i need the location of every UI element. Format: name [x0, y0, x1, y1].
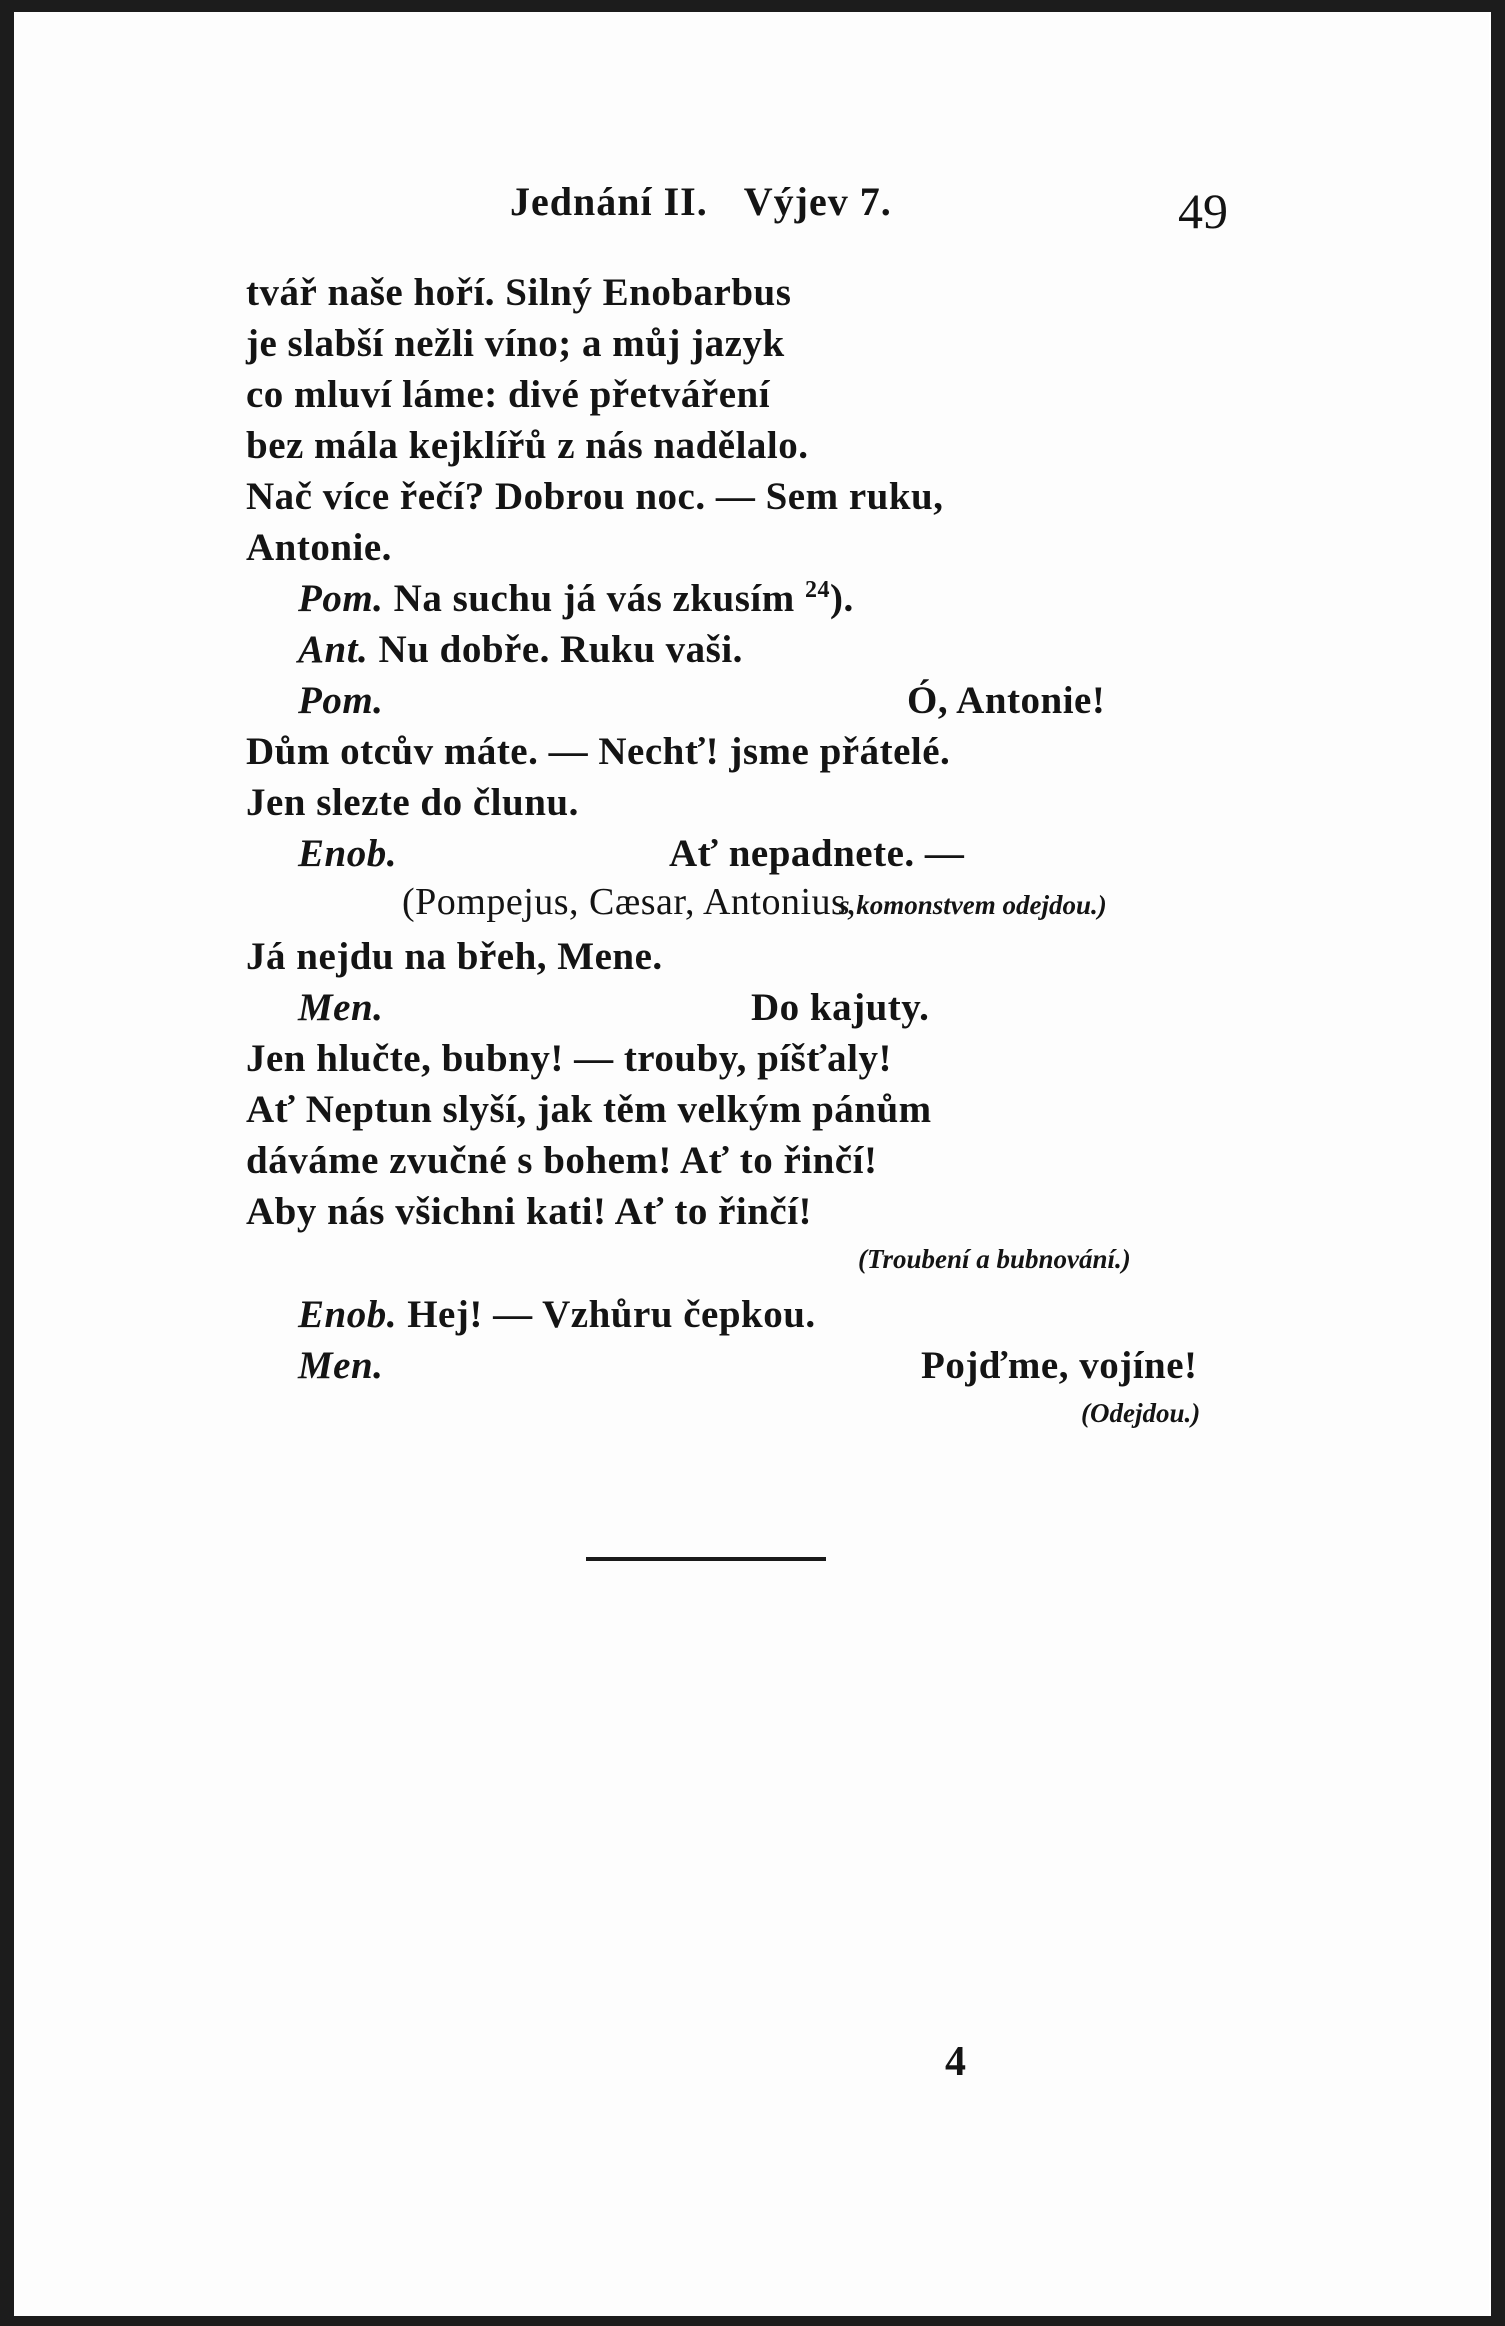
speaker-name: Enob.: [298, 1293, 397, 1336]
page-number: 49: [1178, 183, 1228, 239]
speaker-line: [298, 1343, 383, 1388]
stage-direction-names: (Pompejus, Cæsar, Antonius,: [402, 881, 857, 923]
verse-line: je slabší nežli víno; a můj jazyk: [246, 322, 785, 365]
speaker-name: Enob.: [298, 832, 397, 875]
verse-line: Nač více řečí? Dobrou noc. — Sem ruku,: [246, 475, 944, 518]
verse-line: tvář naše hoří. Silný Enobarbus: [246, 271, 792, 314]
verse-line: Jen slezte do člunu.: [246, 781, 579, 824]
speaker-name: Pom.: [298, 577, 384, 620]
verse-line: Dům otcův máte. — Nechť! jsme přátelé.: [246, 730, 951, 773]
line-text: Pojďme, vojíne!: [921, 1344, 1198, 1387]
scan-border-left: [0, 0, 14, 2326]
line-text: Nu dobře. Ruku vaši.: [378, 628, 743, 671]
line-text: Ó, Antonie!: [907, 679, 1106, 722]
speaker-line: [298, 985, 383, 1030]
header-act: Jednání II.: [510, 179, 708, 224]
verse-line: Antonie.: [246, 526, 392, 569]
verse-line: Já nejdu na břeh, Mene.: [246, 935, 663, 978]
verse-line: bez mála kejklířů z nás nadělalo.: [246, 424, 809, 467]
line-text: Ať nepadnete. —: [669, 832, 965, 875]
verse-line: Ať Neptun slyší, jak těm velkým pánům: [246, 1088, 932, 1131]
speaker-name: Ant.: [298, 628, 369, 671]
speaker-line: [298, 831, 397, 876]
scan-border-bottom: [0, 2316, 1505, 2326]
verse-line: Aby nás všichni kati! Ať to řinčí!: [246, 1190, 813, 1233]
speaker-name: Men.: [298, 986, 384, 1029]
scan-border-top: [0, 0, 1505, 12]
stage-direction: s komonstvem odejdou.): [839, 890, 1107, 920]
verse-line: Jen hlučte, bubny! — trouby, píšťaly!: [246, 1037, 892, 1080]
speaker-line: [298, 678, 383, 723]
dialogue-line: [298, 627, 743, 672]
stage-direction: (Odejdou.): [1081, 1398, 1201, 1428]
signature-mark: 4: [945, 2039, 966, 2085]
line-text: Hej! — Vzhůru čepkou.: [407, 1293, 816, 1336]
line-text: Na suchu já vás zkusím: [393, 577, 795, 620]
running-header: [510, 178, 892, 225]
line-text-end: ).: [830, 577, 854, 620]
footnote-ref: 24: [805, 577, 830, 603]
verse-line: dáváme zvučné s bohem! Ať to řinčí!: [246, 1139, 878, 1182]
line-text: Do kajuty.: [751, 986, 930, 1029]
speaker-name: Pom.: [298, 679, 384, 722]
dialogue-line: [298, 1292, 816, 1337]
scan-border-right: [1491, 0, 1505, 2326]
verse-line: co mluví láme: divé přetváření: [246, 373, 771, 416]
dialogue-line: [298, 576, 854, 621]
end-rule: [586, 1557, 826, 1561]
speaker-name: Men.: [298, 1344, 384, 1387]
header-scene: Výjev 7.: [743, 179, 892, 224]
stage-direction: (Troubení a bubnování.): [858, 1244, 1131, 1274]
